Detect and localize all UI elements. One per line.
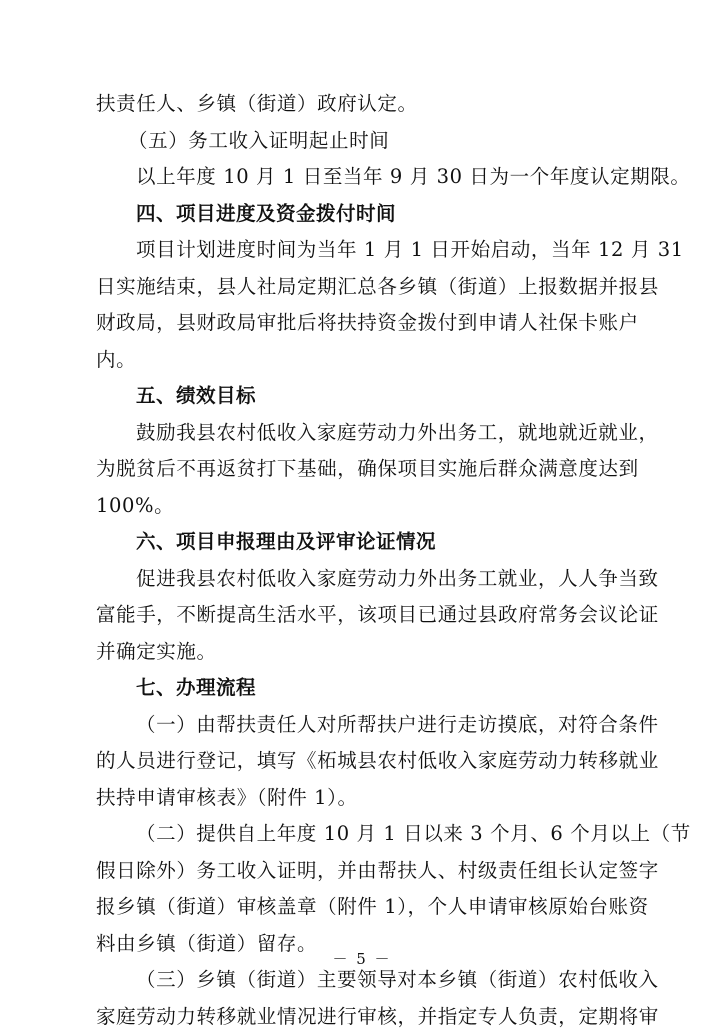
paragraph-line: （一）由帮扶责任人对所帮扶户进行走访摸底，对符合条件: [96, 707, 632, 744]
section-heading: 六、项目申报理由及评审论证情况: [96, 524, 632, 561]
paragraph-line: 扶责任人、乡镇（街道）政府认定。: [96, 86, 632, 123]
paragraph-line: 财政局，县财政局审批后将扶持资金拨付到申请人社保卡账户: [96, 305, 632, 342]
paragraph-line: 100%。: [96, 488, 632, 525]
subsection-heading: （五）务工收入证明起止时间: [96, 123, 632, 160]
paragraph-line: 项目计划进度时间为当年 1 月 1 日开始启动，当年 12 月 31: [96, 232, 632, 269]
paragraph-line: （二）提供自上年度 10 月 1 日以来 3 个月、6 个月以上（节: [96, 816, 632, 853]
page-number: － 5 －: [0, 948, 724, 969]
paragraph-line: 家庭劳动力转移就业情况进行审核，并指定专人负责，定期将审: [96, 999, 632, 1035]
paragraph-line: （三）乡镇（街道）主要领导对本乡镇（街道）农村低收入: [96, 962, 632, 999]
paragraph-line: 富能手，不断提高生活水平，该项目已通过县政府常务会议论证: [96, 597, 632, 634]
paragraph-line: 日实施结束，县人社局定期汇总各乡镇（街道）上报数据并报县: [96, 269, 632, 306]
paragraph-line: 促进我县农村低收入家庭劳动力外出务工就业，人人争当致: [96, 561, 632, 598]
section-heading: 七、办理流程: [96, 670, 632, 707]
paragraph-line: 扶持申请审核表》（附件 1）。: [96, 780, 632, 817]
paragraph-line: 的人员进行登记，填写《柘城县农村低收入家庭劳动力转移就业: [96, 743, 632, 780]
paragraph-line: 内。: [96, 342, 632, 379]
paragraph-line: 报乡镇（街道）审核盖章（附件 1），个人申请审核原始台账资: [96, 889, 632, 926]
document-body: [96, 86, 632, 1035]
paragraph-line: 以上年度 10 月 1 日至当年 9 月 30 日为一个年度认定期限。: [96, 159, 632, 196]
paragraph-line: 并确定实施。: [96, 634, 632, 671]
paragraph-line: 假日除外）务工收入证明，并由帮扶人、村级责任组长认定签字: [96, 853, 632, 890]
section-heading: 四、项目进度及资金拨付时间: [96, 196, 632, 233]
paragraph-line: 为脱贫后不再返贫打下基础，确保项目实施后群众满意度达到: [96, 451, 632, 488]
paragraph-line: 料由乡镇（街道）留存。: [96, 926, 632, 963]
paragraph-line: 鼓励我县农村低收入家庭劳动力外出务工，就地就近就业，: [96, 415, 632, 452]
section-heading: 五、绩效目标: [96, 378, 632, 415]
